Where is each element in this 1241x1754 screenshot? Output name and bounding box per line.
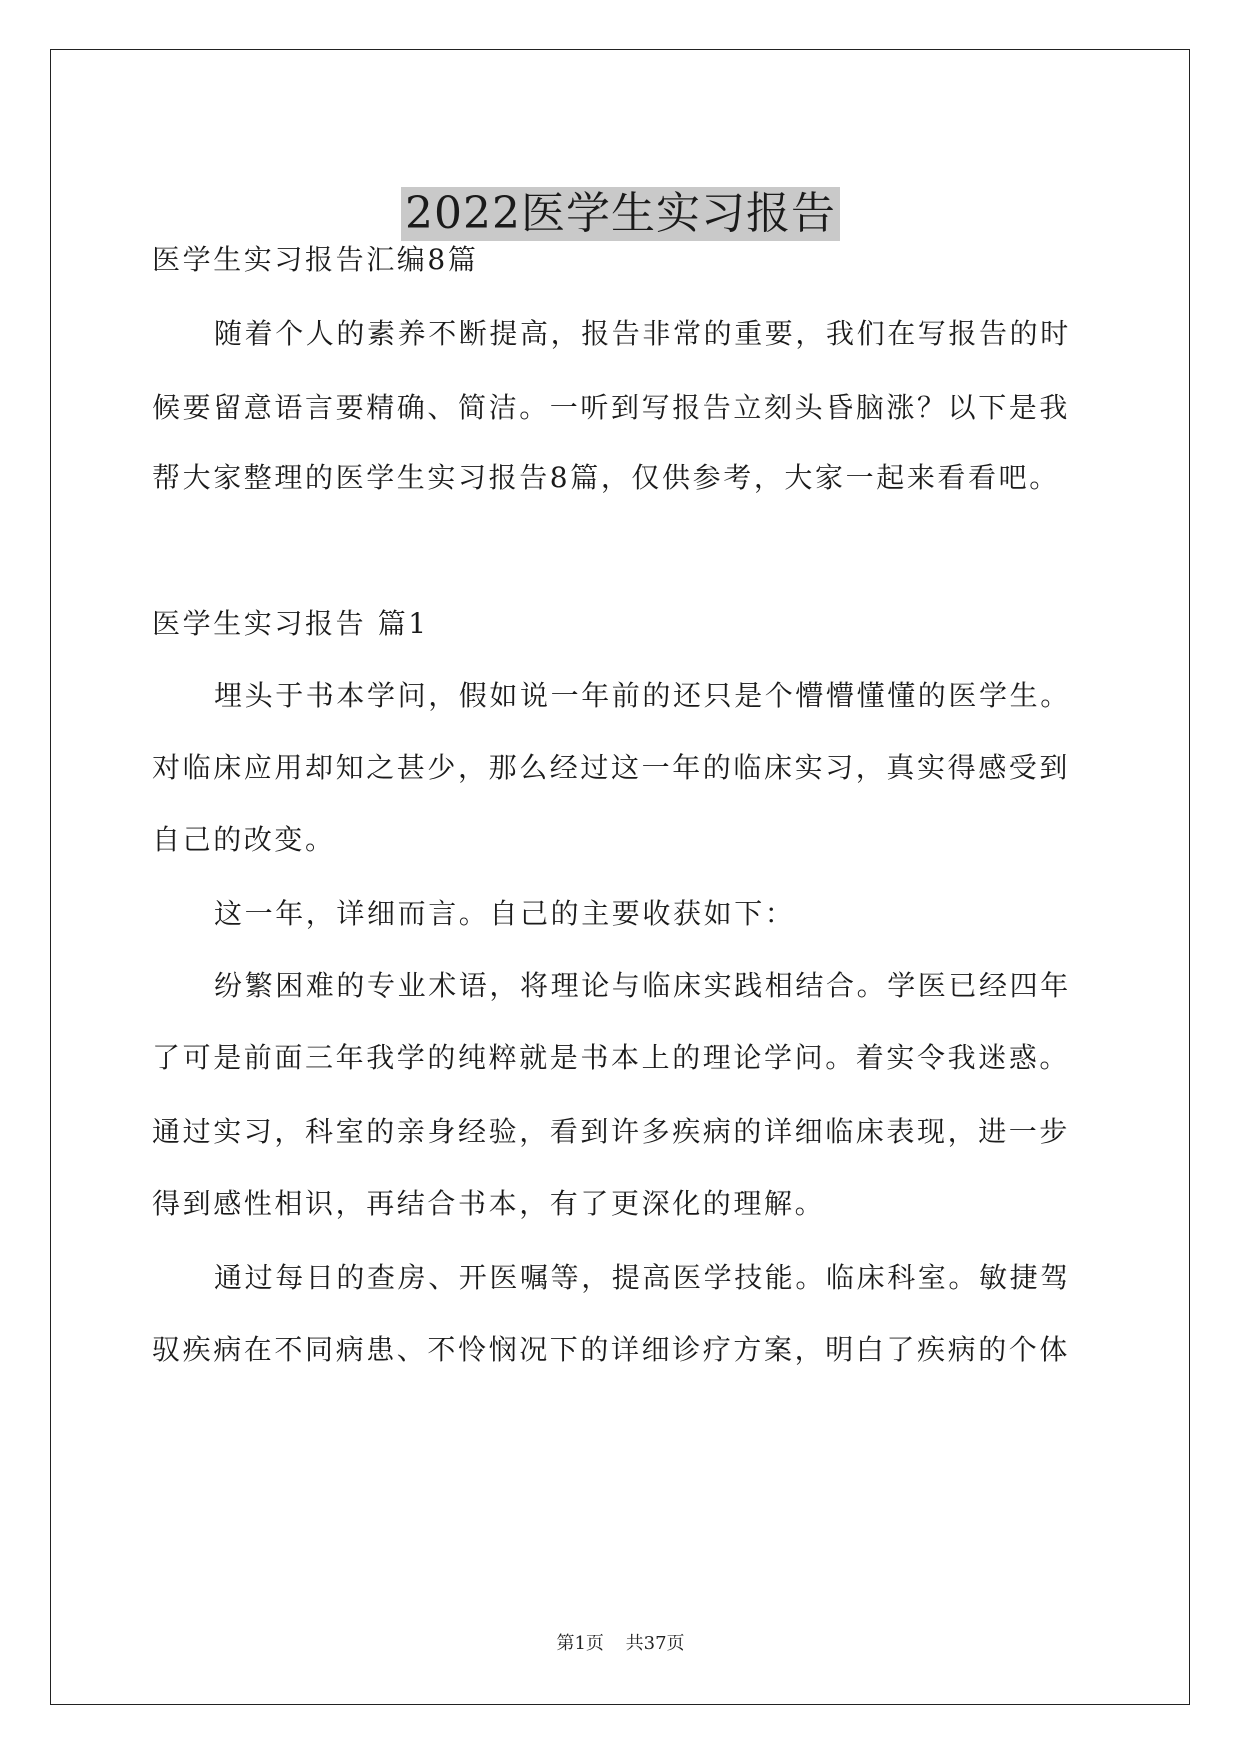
paragraph-line: 通过实习，科室的亲身经验，看到许多疾病的详细临床表现，进一步 [152, 1115, 1071, 1148]
document-title: 2022医学生实习报告 [401, 187, 840, 241]
paragraph-line: 候要留意语言要精确、简洁。一听到写报告立刻头昏脑涨？以下是我 [152, 391, 1071, 424]
page-number: 第1页 [556, 1633, 604, 1654]
paragraph-line: 帮大家整理的医学生实习报告8篇，仅供参考，大家一起来看看吧。 [152, 461, 1060, 494]
paragraph-line: 埋头于书本学问，假如说一年前的还只是个懵懵懂懂的医学生。 [214, 679, 1071, 712]
paragraph-line: 对临床应用却知之甚少，那么经过这一年的临床实习，真实得感受到 [152, 751, 1071, 784]
page-footer [0, 1632, 1241, 1656]
paragraph-line: 驭疾病在不同病患、不怜悯况下的详细诊疗方案，明白了疾病的个体 [152, 1333, 1071, 1366]
subtitle: 医学生实习报告汇编8篇 [152, 243, 479, 276]
page-border [50, 49, 1190, 1705]
total-pages: 共37页 [625, 1633, 685, 1654]
paragraph-line: 随着个人的素养不断提高，报告非常的重要，我们在写报告的时 [214, 317, 1071, 350]
section-heading: 医学生实习报告 篇1 [152, 607, 429, 640]
paragraph-line: 自己的改变。 [152, 823, 336, 856]
paragraph-line: 通过每日的查房、开医嘱等，提高医学技能。临床科室。敏捷驾 [214, 1261, 1071, 1294]
paragraph-line: 这一年，详细而言。自己的主要收获如下： [214, 897, 796, 930]
paragraph-line: 纷繁困难的专业术语，将理论与临床实践相结合。学医已经四年 [214, 969, 1071, 1002]
paragraph-line: 得到感性相识，再结合书本，有了更深化的理解。 [152, 1187, 826, 1220]
paragraph-line: 了可是前面三年我学的纯粹就是书本上的理论学问。着实令我迷惑。 [152, 1041, 1071, 1074]
